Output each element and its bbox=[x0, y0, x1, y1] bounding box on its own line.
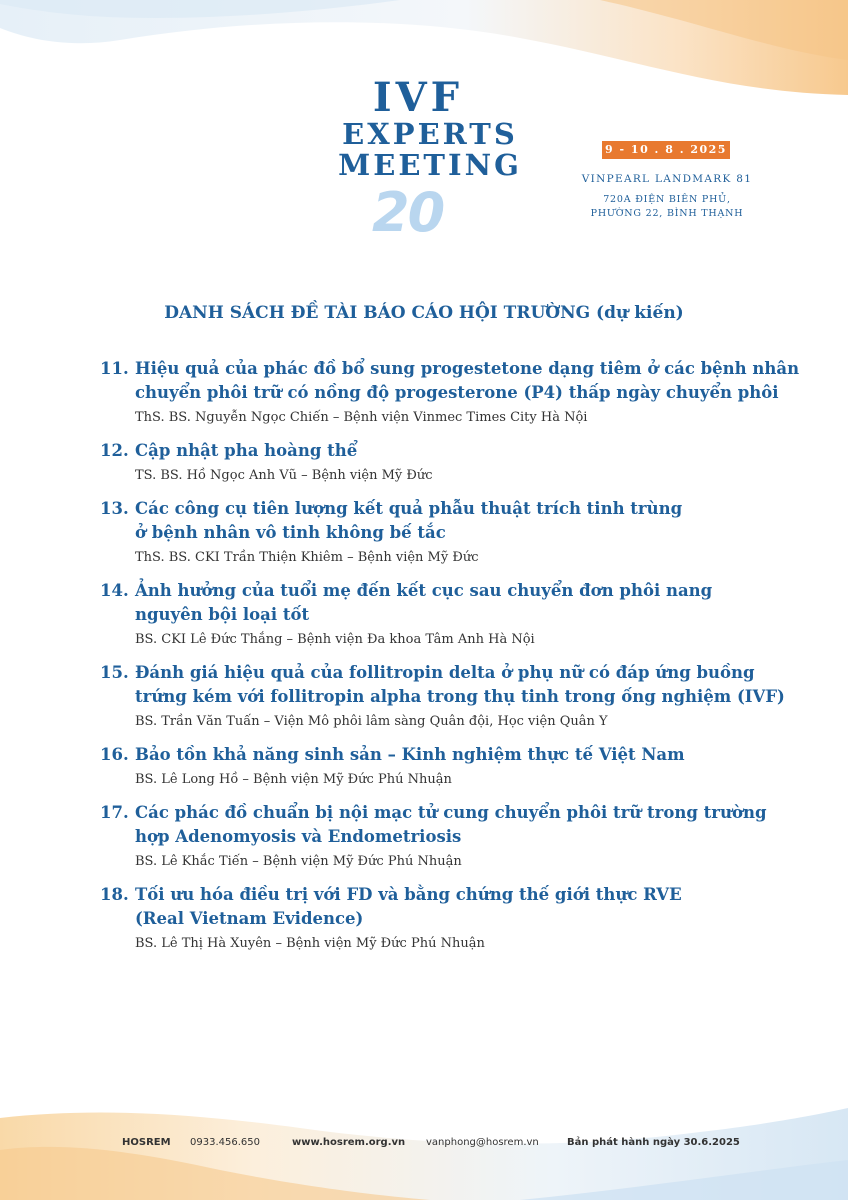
item-speaker: BS. Trần Văn Tuấn – Viện Mô phôi lâm sàng Quân đội, Học viện Quân Y bbox=[135, 714, 608, 729]
item-speaker: TS. BS. Hồ Ngọc Anh Vũ – Bệnh viện Mỹ Đức bbox=[135, 468, 433, 483]
list-item bbox=[100, 801, 780, 872]
item-speaker: BS. Lê Long Hồ – Bệnh viện Mỹ Đức Phú Nhuận bbox=[135, 772, 452, 787]
list-item bbox=[100, 357, 800, 428]
list-item bbox=[100, 883, 780, 954]
footer-org: HOSREM bbox=[122, 1137, 171, 1148]
item-title-line: Tối ưu hóa điều trị với FD và bằng chứng thế giới thực RVE bbox=[135, 885, 682, 904]
item-title-line: chuyển phôi trữ có nồng độ progesterone (P4) thấp ngày chuyển phôi bbox=[135, 383, 779, 402]
footer-phone: 0933.456.650 bbox=[190, 1137, 260, 1148]
presentation-list bbox=[100, 357, 800, 965]
event-date-badge: 9 - 10 . 8 . 2025 bbox=[602, 141, 730, 159]
venue-address-line: PHƯỜNG 22, BÌNH THẠNH bbox=[590, 208, 744, 219]
item-speaker: ThS. BS. Nguyễn Ngọc Chiến – Bệnh viện Vinmec Times City Hà Nội bbox=[135, 410, 588, 425]
item-title-line: (Real Vietnam Evidence) bbox=[135, 909, 364, 928]
item-number: 18. bbox=[100, 885, 129, 904]
venue-address-line: 720A ĐIỆN BIÊN PHỦ, bbox=[603, 194, 731, 205]
item-title-line: Đánh giá hiệu quả của follitropin delta ở phụ nữ có đáp ứng buồng bbox=[135, 663, 755, 682]
event-venue bbox=[574, 173, 760, 221]
venue-address bbox=[574, 193, 760, 221]
item-title-line: Bảo tồn khả năng sinh sản – Kinh nghiệm thực tế Việt Nam bbox=[135, 745, 685, 764]
event-logo bbox=[330, 74, 530, 244]
logo-ivf: IVF bbox=[372, 74, 464, 121]
item-number: 11. bbox=[100, 359, 129, 378]
list-item bbox=[100, 497, 780, 568]
list-item bbox=[100, 661, 785, 732]
footer-release-date: Bản phát hành ngày 30.6.2025 bbox=[567, 1137, 740, 1148]
list-item bbox=[100, 743, 780, 790]
item-number: 14. bbox=[100, 581, 129, 600]
item-title-line: Hiệu quả của phác đồ bổ sung progestetone dạng tiêm ở các bệnh nhân bbox=[135, 359, 800, 378]
item-number: 17. bbox=[100, 803, 129, 822]
item-title-line: ở bệnh nhân vô tinh không bế tắc bbox=[135, 523, 446, 542]
footer-email[interactable]: vanphong@hosrem.vn bbox=[426, 1137, 539, 1148]
item-speaker: BS. Lê Thị Hà Xuyên – Bệnh viện Mỹ Đức Phú Nhuận bbox=[135, 936, 485, 951]
footer-website[interactable]: www.hosrem.org.vn bbox=[292, 1137, 406, 1148]
item-title-line: Các công cụ tiên lượng kết quả phẫu thuật trích tinh trùng bbox=[135, 499, 683, 518]
logo-meeting: MEETING bbox=[338, 148, 522, 182]
item-number: 16. bbox=[100, 745, 129, 764]
item-speaker: ThS. BS. CKI Trần Thiện Khiêm – Bệnh viện Mỹ Đức bbox=[135, 550, 479, 565]
item-title-line: Ảnh hưởng của tuổi mẹ đến kết cục sau chuyển đơn phôi nang bbox=[135, 581, 713, 600]
item-number: 13. bbox=[100, 499, 129, 518]
item-speaker: BS. CKI Lê Đức Thắng – Bệnh viện Đa khoa Tâm Anh Hà Nội bbox=[135, 632, 535, 647]
item-title-line: Các phác đồ chuẩn bị nội mạc tử cung chuyển phôi trữ trong trường bbox=[135, 803, 767, 822]
item-title-line: Cập nhật pha hoàng thể bbox=[135, 441, 358, 460]
item-number: 12. bbox=[100, 441, 129, 460]
item-title-line: nguyên bội loại tốt bbox=[135, 605, 310, 624]
item-speaker: BS. Lê Khắc Tiến – Bệnh viện Mỹ Đức Phú Nhuận bbox=[135, 854, 462, 869]
item-title-line: hợp Adenomyosis và Endometriosis bbox=[135, 827, 462, 846]
logo-experts: EXPERTS bbox=[342, 117, 518, 151]
page-footer bbox=[0, 1137, 848, 1157]
list-item bbox=[100, 579, 780, 650]
logo-number: 20 bbox=[372, 181, 444, 244]
item-title-line: trứng kém với follitropin alpha trong thụ tinh trong ống nghiệm (IVF) bbox=[135, 687, 785, 706]
list-item bbox=[100, 439, 780, 486]
item-number: 15. bbox=[100, 663, 129, 682]
venue-name: VINPEARL LANDMARK 81 bbox=[581, 173, 753, 185]
page-heading: DANH SÁCH ĐỀ TÀI BÁO CÁO HỘI TRƯỜNG (dự kiến) bbox=[164, 303, 684, 323]
